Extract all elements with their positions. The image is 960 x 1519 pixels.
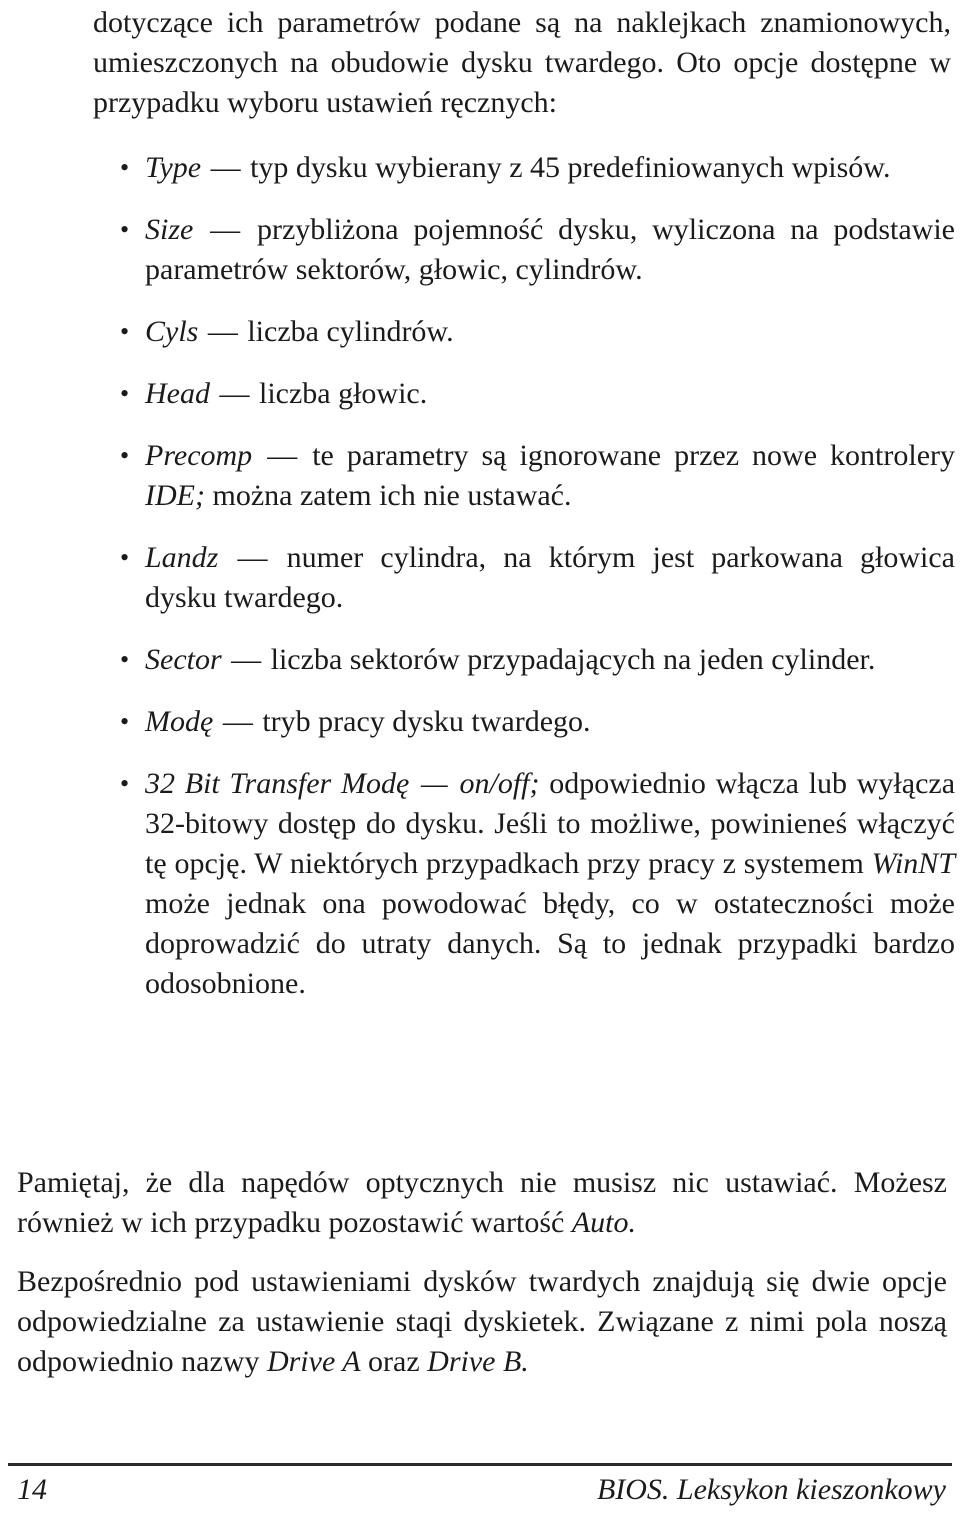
list-item <box>0 210 955 290</box>
bullet-icon: • <box>120 317 130 346</box>
option-term: Size <box>145 213 194 246</box>
option-description: typ dysku wybierany z 45 predefiniowanych wpisów. <box>250 151 891 184</box>
option-emphasis: IDE; <box>145 479 205 512</box>
list-item <box>0 148 955 188</box>
bullet-icon: • <box>120 769 130 798</box>
option-description: liczba cylindrów. <box>247 315 454 348</box>
em-dash: — <box>267 439 298 472</box>
paragraph-text: Bezpośrednio pod ustawieniami dysków twardych znajdują się dwie opcje odpowiedzialne za ustawienie staqi dyskietek. Związane z nimi pola noszą odpowiednio nazwy <box>17 1265 947 1378</box>
option-term: Cyls <box>145 315 199 348</box>
option-list <box>0 148 960 1026</box>
em-dash: — <box>237 541 268 574</box>
option-term: Sector <box>145 643 222 676</box>
em-dash: — <box>210 151 241 184</box>
paragraph-emphasis-end: Drive B. <box>427 1345 529 1378</box>
book-title: BIOS. Leksykon kieszonkowy <box>596 1473 946 1506</box>
page-number: 14 <box>17 1473 47 1506</box>
paragraph-emphasis: Auto. <box>571 1206 636 1239</box>
em-dash: — <box>210 213 241 246</box>
intro-paragraph: dotyczące ich parametrów podane są na naklejkach znamionowych, umieszczonych na obudowie dysku twardego. Oto opcje dostępne w przypadku wyboru ustawień ręcznych: <box>93 6 951 119</box>
list-item <box>0 640 955 680</box>
option-emphasis: WinNT <box>871 847 956 880</box>
paragraph-optical-drives <box>17 1163 947 1243</box>
list-item <box>0 374 955 414</box>
option-description-continued: można zatem ich nie ustawać. <box>212 479 572 512</box>
em-dash: — <box>207 315 238 348</box>
paragraph-floppy-drives <box>17 1262 947 1382</box>
em-dash: — <box>222 705 253 738</box>
bullet-icon: • <box>120 153 130 182</box>
option-description: liczba sektorów przypadających na jeden cylinder. <box>270 643 876 676</box>
option-term: Type <box>145 151 202 184</box>
option-term: Head <box>145 377 210 410</box>
paragraph-text-continued: oraz <box>368 1345 420 1378</box>
option-description: przybliżona pojemność dysku, wyliczona na podstawie parametrów sektorów, głowic, cylindrów. <box>145 213 955 286</box>
bullet-icon: • <box>120 543 130 572</box>
list-item <box>0 764 955 1004</box>
paragraph-emphasis: Drive A <box>266 1345 361 1378</box>
bullet-icon: • <box>120 441 130 470</box>
option-description: odpowiednio włącza lub wyłącza 32-bitowy dostęp do dysku. Jeśli to możliwe, powinieneś włączyć tę opcję. W niektórych przypadkach przy pracy z systemem <box>145 767 956 880</box>
option-term: Modę <box>145 705 214 738</box>
em-dash: — <box>421 767 448 800</box>
option-value: on/off; <box>459 767 540 800</box>
list-item <box>0 436 955 516</box>
option-term: 32 Bit Transfer Modę <box>145 767 410 800</box>
option-description: liczba głowic. <box>258 377 428 410</box>
option-term: Precomp <box>145 439 253 472</box>
bullet-icon: • <box>120 215 130 244</box>
bullet-icon: • <box>120 645 130 674</box>
list-item <box>0 538 955 618</box>
bullet-icon: • <box>120 707 130 736</box>
em-dash: — <box>219 377 250 410</box>
option-description: tryb pracy dysku twardego. <box>262 705 591 738</box>
list-item <box>0 312 955 352</box>
option-description-continued: może jednak ona powodować błędy, co w ostateczności może doprowadzić do utraty danych. Są to jednak przypadki bardzo odosobnione. <box>145 887 955 1000</box>
em-dash: — <box>231 643 262 676</box>
paragraph-text: Pamiętaj, że dla napędów optycznych nie musisz nic ustawiać. Możesz również w ich przypadku pozostawić wartość <box>17 1166 947 1239</box>
option-term: Landz <box>145 541 219 574</box>
bullet-icon: • <box>120 379 130 408</box>
option-description: te parametry są ignorowane przez nowe kontrolery <box>312 439 956 472</box>
footer-divider <box>8 1463 952 1466</box>
list-item <box>0 702 955 742</box>
option-description: numer cylindra, na którym jest parkowana głowica dysku twardego. <box>145 541 955 614</box>
